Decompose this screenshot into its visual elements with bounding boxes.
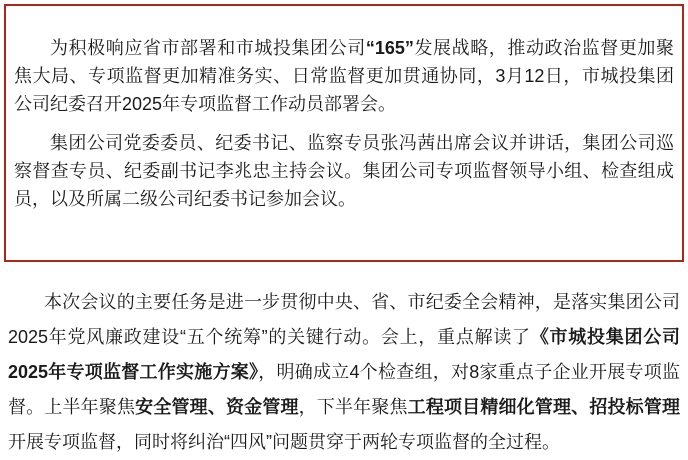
paragraph: [14, 129, 674, 213]
bold-text-run: 工程项目精细化管理、招投标管理: [407, 397, 681, 417]
text-run: 为积极响应省市部署和市城投集团公司: [50, 38, 366, 58]
paragraph: [8, 285, 680, 460]
highlighted-summary-box: [4, 4, 684, 262]
paragraph: [14, 34, 674, 118]
bold-text-run: 《市城投集团公司2025年专项监督工作实施方案》: [8, 327, 681, 382]
article-body: [0, 262, 688, 460]
text-run: ，下半年聚焦: [298, 397, 408, 417]
bold-text-run: “165”: [365, 38, 414, 58]
text-run: 本次会议的主要任务是进一步贯彻中央、省、市纪委全会精神，是落实集团公司2025年党风廉政建设“五个统筹”的关键行动。会上，重点解读了: [8, 292, 680, 347]
text-run: ，明确成立4个检查组，对8家重点子企业开展专项监督。上半年聚焦: [8, 362, 680, 417]
bold-text-run: 安全管理、资金管理: [135, 397, 299, 417]
text-run: 集团公司党委委员、纪委书记、监察专员张冯茜出席会议并讲话，集团公司巡察督查专员、纪委副书记李兆忠主持会议。集团公司专项监督领导小组、检查组成员，以及所属二级公司纪委书记参加会议。: [14, 133, 674, 209]
text-run: 发展战略，推动政治监督更加聚焦大局、专项监督更加精准务实、日常监督更加贯通协同，3月12日，市城投集团公司纪委召开2025年专项监督工作动员部署会。: [14, 38, 674, 114]
text-run: 开展专项监督，同时将纠治“四风”问题贯穿于两轮专项监督的全过程。: [8, 432, 560, 452]
